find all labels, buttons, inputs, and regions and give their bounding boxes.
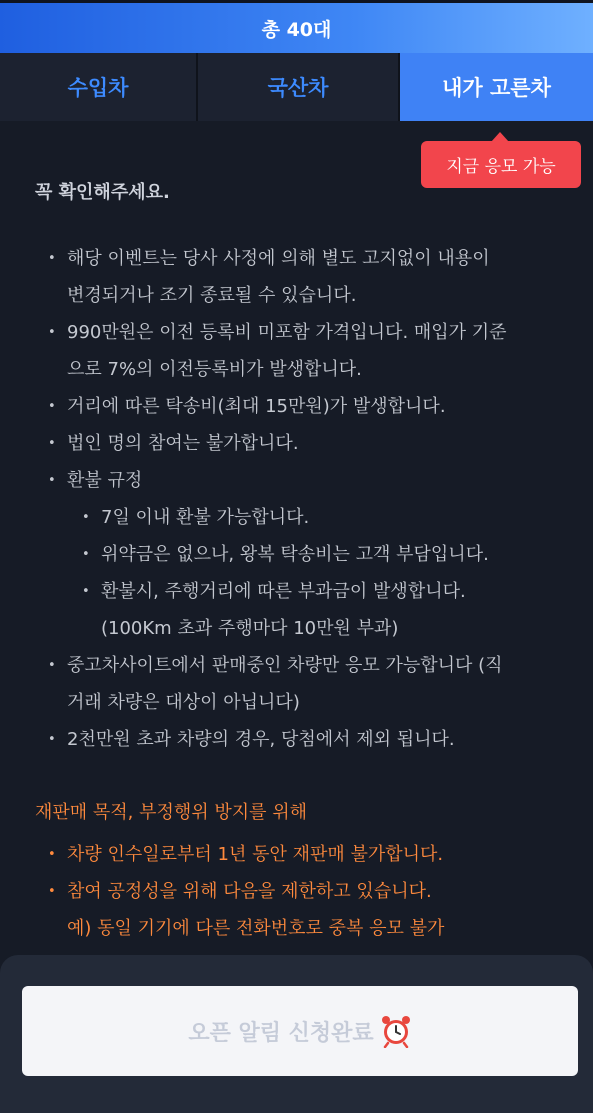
list-item: • 2천만원 초과 차량의 경우, 당첨에서 제외 됩니다. [35,721,565,758]
warning-list [35,836,565,947]
tab-domestic-cars[interactable] [198,53,400,121]
sub-list-item: • 7일 이내 환불 가능합니다. [35,499,565,536]
tab-label: 수입차 [67,76,129,100]
notice-list [35,240,565,758]
list-item: • 990만원은 이전 등록비 미포함 가격입니다. 매입가 기준 [35,314,565,351]
list-item: • 중고차사이트에서 판매중인 차량만 응모 가능합니다 (직 [35,647,565,684]
sub-list-item-continued: (100Km 초과 주행마다 10만원 부과) [101,618,399,639]
button-label: 오픈 알림 신청완료 [188,1020,374,1046]
tooltip-text: 지금 응모 가능 [446,157,556,177]
warning-title: 재판매 목적, 부정행위 방지를 위해 [35,802,308,823]
sub-list-item: • 환불시, 주행거리에 따른 부과금이 발생합니다. [35,573,565,610]
alarm-clock-icon [380,1014,412,1048]
tab-label: 내가 고른차 [442,76,551,100]
open-alert-complete-button[interactable] [22,986,578,1076]
tab-my-picks[interactable] [400,53,593,121]
warning-item: • 차량 인수일로부터 1년 동안 재판매 불가합니다. [35,836,565,873]
warning-item-continued: 예) 동일 기기에 다른 전화번호로 중복 응모 불가 [67,918,445,939]
list-item-continued: 거래 차량은 대상이 아닙니다) [67,692,300,713]
category-tabs [0,53,593,121]
list-item: • 환불 규정 [35,462,565,499]
sub-list-item: • 위약금은 없으나, 왕복 탁송비는 고객 부담입니다. [35,536,565,573]
list-item-continued: 변경되거나 조기 종료될 수 있습니다. [67,285,357,306]
apply-now-tooltip [421,141,581,188]
notice-title: 꼭 확인해주세요. [35,182,170,203]
list-item-continued: 으로 7%의 이전등록비가 발생합니다. [67,359,362,380]
list-item: • 법인 명의 참여는 불가합니다. [35,425,565,462]
total-count-banner [0,3,593,53]
tab-imported-cars[interactable] [0,53,198,121]
list-item: • 거리에 따른 탁송비(최대 15만원)가 발생합니다. [35,388,565,425]
warning-item: • 참여 공정성을 위해 다음을 제한하고 있습니다. [35,873,565,910]
list-item: • 해당 이벤트는 당사 사정에 의해 별도 고지없이 내용이 [35,240,565,277]
tab-label: 국산차 [267,76,329,100]
total-count-label: 총 40대 [261,18,332,41]
